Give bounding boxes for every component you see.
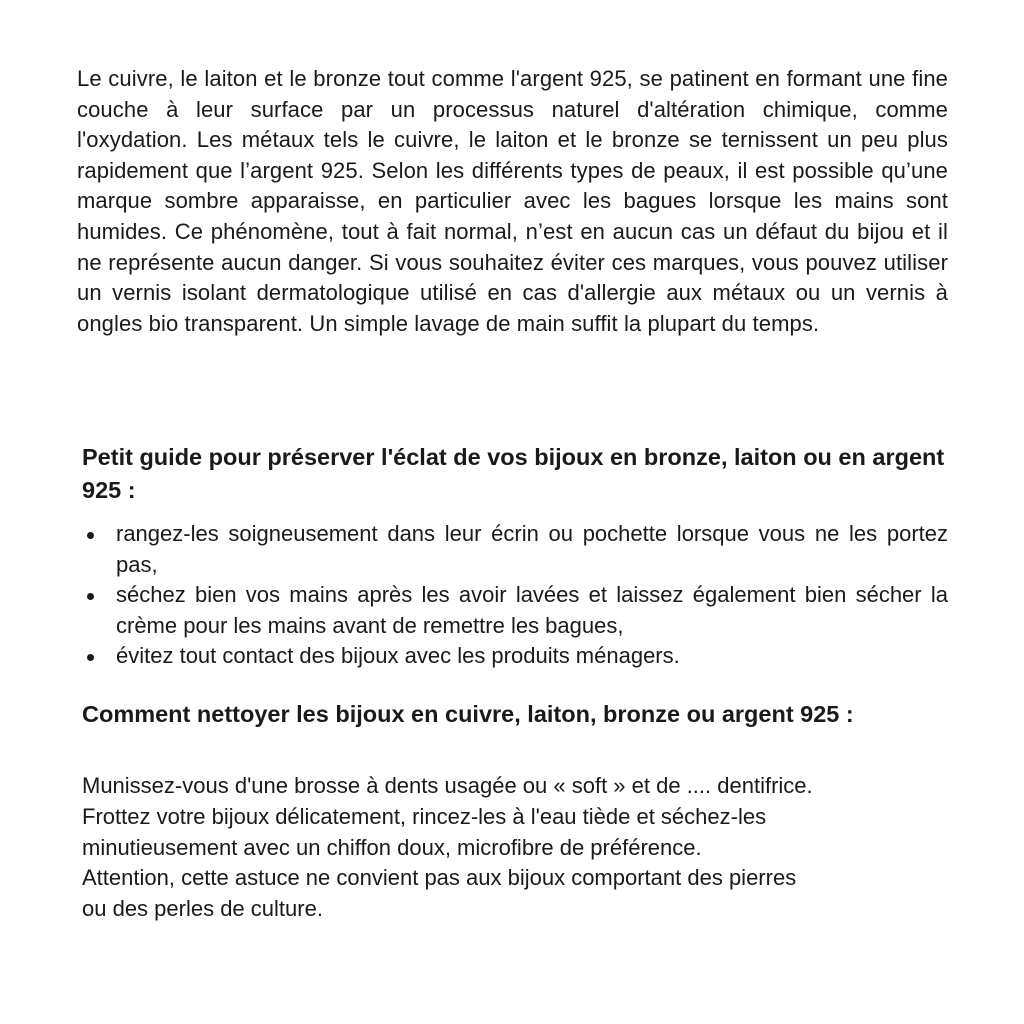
- cleaning-heading: Comment nettoyer les bijoux en cuivre, laiton, bronze ou argent 925 :: [82, 701, 854, 727]
- bullet-icon: [87, 532, 94, 539]
- list-item: [82, 641, 948, 672]
- cleaning-line: Munissez-vous d'une brosse à dents usagée ou « soft » et de .... dentifrice.: [82, 773, 813, 798]
- cleaning-line: ou des perles de culture.: [82, 896, 323, 922]
- list-item-text: rangez-les soigneusement dans leur écrin ou pochette lorsque vous ne les portez pas,: [116, 521, 948, 577]
- list-item-text: évitez tout contact des bijoux avec les produits ménagers.: [116, 643, 680, 668]
- list-item: [82, 519, 948, 580]
- list-item: [82, 580, 948, 641]
- guide-heading: Petit guide pour préserver l'éclat de vos bijoux en bronze, laiton ou en argent 925 :: [82, 444, 945, 503]
- bullet-icon: [87, 654, 94, 661]
- cleaning-line: Frottez votre bijoux délicatement, rincez-les à l'eau tiède et séchez-les: [82, 803, 767, 829]
- bullet-icon: [87, 593, 94, 600]
- cleaning-paragraph: [82, 771, 952, 925]
- cleaning-line: Attention, cette astuce ne convient pas aux bijoux comportant des pierres: [82, 865, 797, 891]
- intro-paragraph: Le cuivre, le laiton et le bronze tout comme l'argent 925, se patinent en formant une fine couche à leur surface par un processus naturel d'altération chimique, comme l'oxydation. Les métaux tels le cuivre, le laiton et le bronze se ternissent un peu plus rapidement que l’argent 925. Selon les différents types de peaux, il est possible qu’une marque sombre apparaisse, en particulier avec les bagues lorsque les mains sont humides. Ce phénomène, tout à fait normal, n’est en aucun cas un défaut du bijou et il ne représente aucun danger. Si vous souhaitez éviter ces marques, vous pouvez utiliser un vernis isolant dermatologique utilisé en cas d'allergie aux métaux ou un vernis à ongles bio transparent. Un simple lavage de main suffit la plupart du temps.: [77, 66, 948, 336]
- care-tips-list: [82, 519, 948, 672]
- cleaning-line: minutieusement avec un chiffon doux, microfibre de préférence.: [82, 834, 702, 860]
- list-item-text: séchez bien vos mains après les avoir lavées et laissez également bien sécher la crème pour les mains avant de remettre les bagues,: [116, 582, 948, 638]
